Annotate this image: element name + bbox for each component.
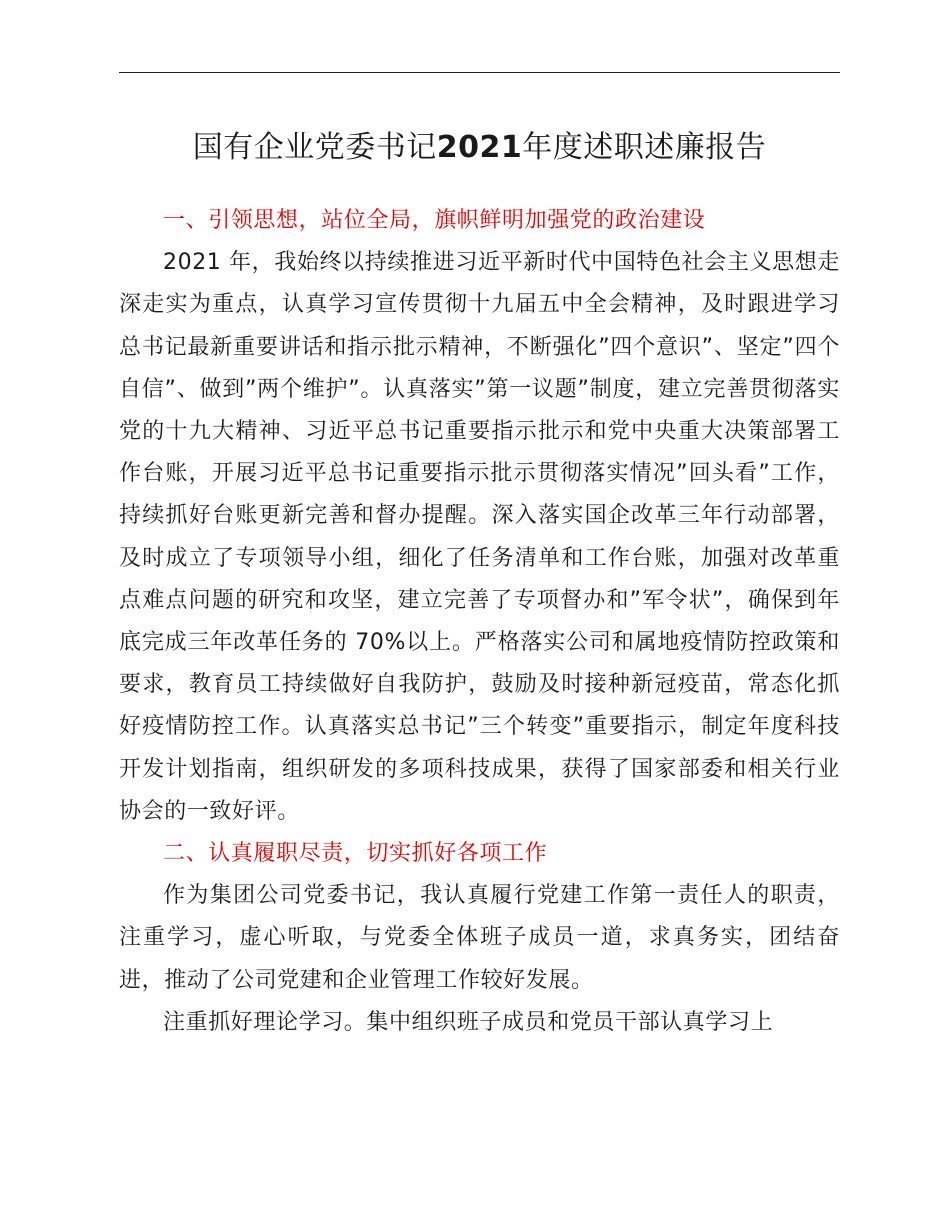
section-2-heading: 二、认真履职尽责，切实抓好各项工作 [163, 841, 548, 867]
document-body [119, 200, 840, 1044]
title-prefix: 国有企业党委书记 [192, 130, 437, 165]
title-year: 2021 [436, 130, 523, 165]
header-rule [119, 72, 840, 73]
section-1-heading: 一、引领思想，站位全局，旗帜鲜明加强党的政治建设 [163, 208, 706, 233]
document-title [119, 128, 840, 168]
section-2-paragraph-2: 注重抓好理论学习。集中组织班子成员和党员干部认真学习上 [163, 1009, 774, 1035]
section-2-paragraph-1: 作为集团公司党委书记，我认真履行党建工作第一责任人的职责，注重学习，虚心听取，与党委全体班子成员一道，求真务实，团结奋进，推动了公司党建和企业管理工作较好发展。 [119, 883, 840, 993]
section-1-paragraph: 2021 年，我始终以持续推进习近平新时代中国特色社会主义思想走深走实为重点，认真学习宣传贯彻十九届五中全会精神，及时跟进学习总书记最新重要讲话和指示批示精神，不断强化”四个意识”、坚定”四个自信”、做到”两个维护”。认真落实”第一议题”制度，建立完善贯彻落实党的十九大精神、习近平总书记重要指示批示和党中央重大决策部署工作台账，开展习近平总书记重要指示批示贯彻落实情况”回头看”工作，持续抓好台账更新完善和督办提醒。深入落实国企改革三年行动部署，及时成立了专项领导小组，细化了任务清单和工作台账，加强对改革重点难点问题的研究和攻坚，建立完善了专项督办和”军令状”，确保到年底完成三年改革任务的 70%以上。严格落实公司和属地疫情防控政策和要求，教育员工持续做好自我防护，鼓励及时接种新冠疫苗，常态化抓好疫情防控工作。认真落实总书记”三个转变”重要指示，制定年度科技开发计划指南，组织研发的多项科技成果，获得了国家部委和相关行业协会的一致好评。 [119, 250, 840, 824]
title-suffix: 年度述职述廉报告 [522, 130, 767, 165]
